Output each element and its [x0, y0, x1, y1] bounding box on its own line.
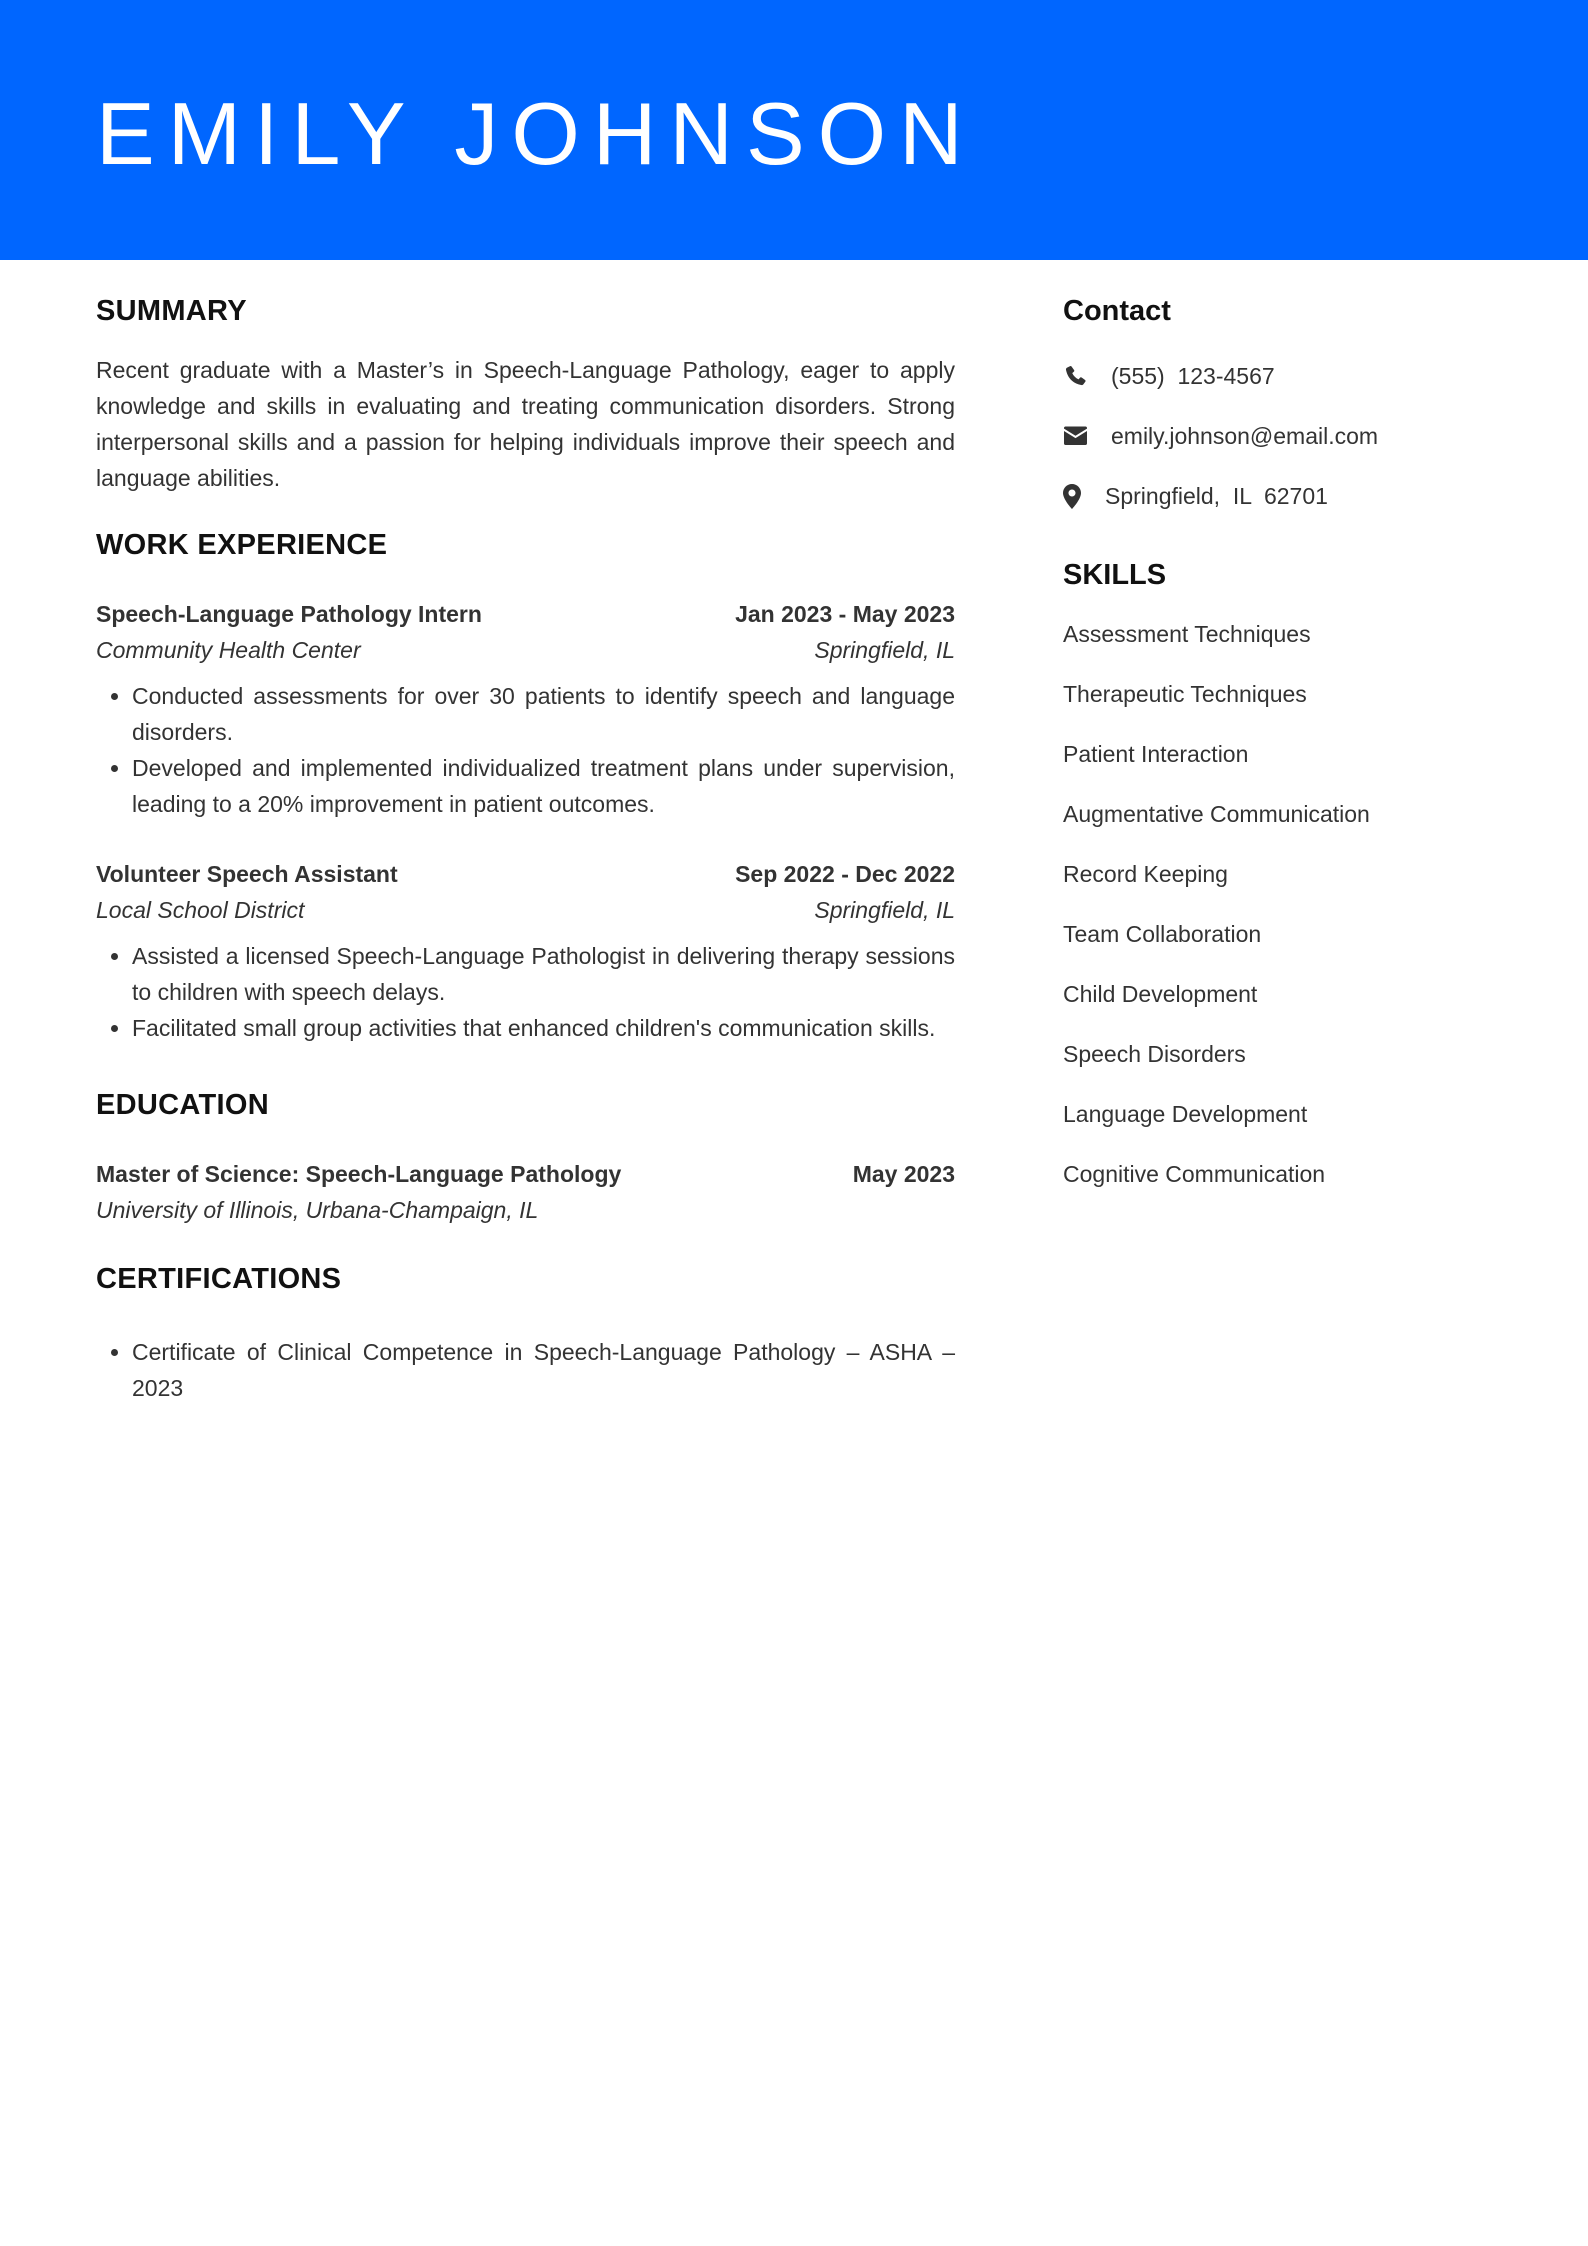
contact-heading: Contact: [1063, 295, 1171, 327]
skill-item: Cognitive Communication: [1063, 1161, 1326, 1187]
skill-item: Speech Disorders: [1063, 1041, 1246, 1067]
envelope-icon: [1063, 423, 1089, 449]
skill-item: Record Keeping: [1063, 861, 1228, 887]
skill-item: Child Development: [1063, 981, 1258, 1007]
main-column: [96, 290, 955, 1406]
education-section: [96, 1084, 955, 1228]
degree: Master of Science: Speech-Language Pathology: [96, 1161, 622, 1187]
skill-item: Patient Interaction: [1063, 741, 1249, 767]
job-bullet: • Facilitated small group activities that enhanced children's communication skills.: [132, 1010, 955, 1046]
contact-location: [1063, 478, 1503, 514]
summary-section: [96, 290, 955, 496]
certifications-list: [96, 1334, 955, 1406]
location-text: Springfield, IL 62701: [1105, 482, 1328, 509]
contact-email: [1063, 418, 1503, 454]
work-experience-section: [96, 524, 955, 1046]
work-experience-heading: WORK EXPERIENCE: [96, 529, 388, 561]
summary-heading: SUMMARY: [96, 295, 247, 327]
certification-item: • Certificate of Clinical Competence in Speech-Language Pathology – ASHA – 2023: [132, 1334, 955, 1406]
school: University of Illinois, Urbana-Champaign, IL: [96, 1197, 539, 1223]
job-bullets: [96, 938, 955, 1046]
job-dates: Jan 2023 - May 2023: [735, 601, 955, 627]
job-location: Springfield, IL: [814, 637, 955, 663]
job-bullet: • Developed and implemented individualized treatment plans under supervision, leading to a 20% improvement in patient outcomes.: [132, 750, 955, 822]
phone-icon: [1063, 363, 1089, 389]
skill-item: Language Development: [1063, 1101, 1308, 1127]
candidate-name: EMILY JOHNSON: [96, 84, 976, 183]
degree-date: May 2023: [852, 1161, 955, 1187]
skills-list: [1063, 616, 1503, 1192]
job-dates: Sep 2022 - Dec 2022: [735, 861, 955, 887]
sidebar-column: [1063, 290, 1503, 1216]
contact-phone: [1063, 358, 1503, 394]
skill-item: Team Collaboration: [1063, 921, 1262, 947]
skills-heading: SKILLS: [1063, 559, 1167, 591]
job-title: Volunteer Speech Assistant: [96, 861, 398, 887]
education-heading: EDUCATION: [96, 1089, 269, 1121]
certifications-section: [96, 1258, 955, 1406]
phone-number: (555) 123-4567: [1111, 362, 1275, 389]
job-location: Springfield, IL: [814, 897, 955, 923]
summary-text: Recent graduate with a Master’s in Speech-Language Pathology, eager to apply knowledge and skills in evaluating and treating communication disorders. Strong interpersonal skills and a passion for helping individuals improve their speech and language abilities.: [96, 357, 955, 491]
certifications-heading: CERTIFICATIONS: [96, 1263, 342, 1295]
education-entry: [96, 1156, 955, 1228]
header-banner: [0, 0, 1588, 260]
job-bullet: • Assisted a licensed Speech-Language Pathologist in delivering therapy sessions to children with speech delays.: [132, 938, 955, 1010]
email-address: emily.johnson@email.com: [1111, 422, 1379, 449]
skill-item: Assessment Techniques: [1063, 621, 1311, 647]
job-bullet: • Conducted assessments for over 30 patients to identify speech and language disorders.: [132, 678, 955, 750]
job-organization: Local School District: [96, 897, 305, 923]
job-title: Speech-Language Pathology Intern: [96, 601, 482, 627]
map-pin-icon: [1063, 483, 1083, 509]
skill-item: Augmentative Communication: [1063, 801, 1370, 827]
job-entry: [96, 856, 955, 1046]
skill-item: Therapeutic Techniques: [1063, 681, 1307, 707]
job-bullets: [96, 678, 955, 822]
contact-list: [1063, 358, 1503, 514]
job-organization: Community Health Center: [96, 637, 361, 663]
job-entry: [96, 596, 955, 822]
